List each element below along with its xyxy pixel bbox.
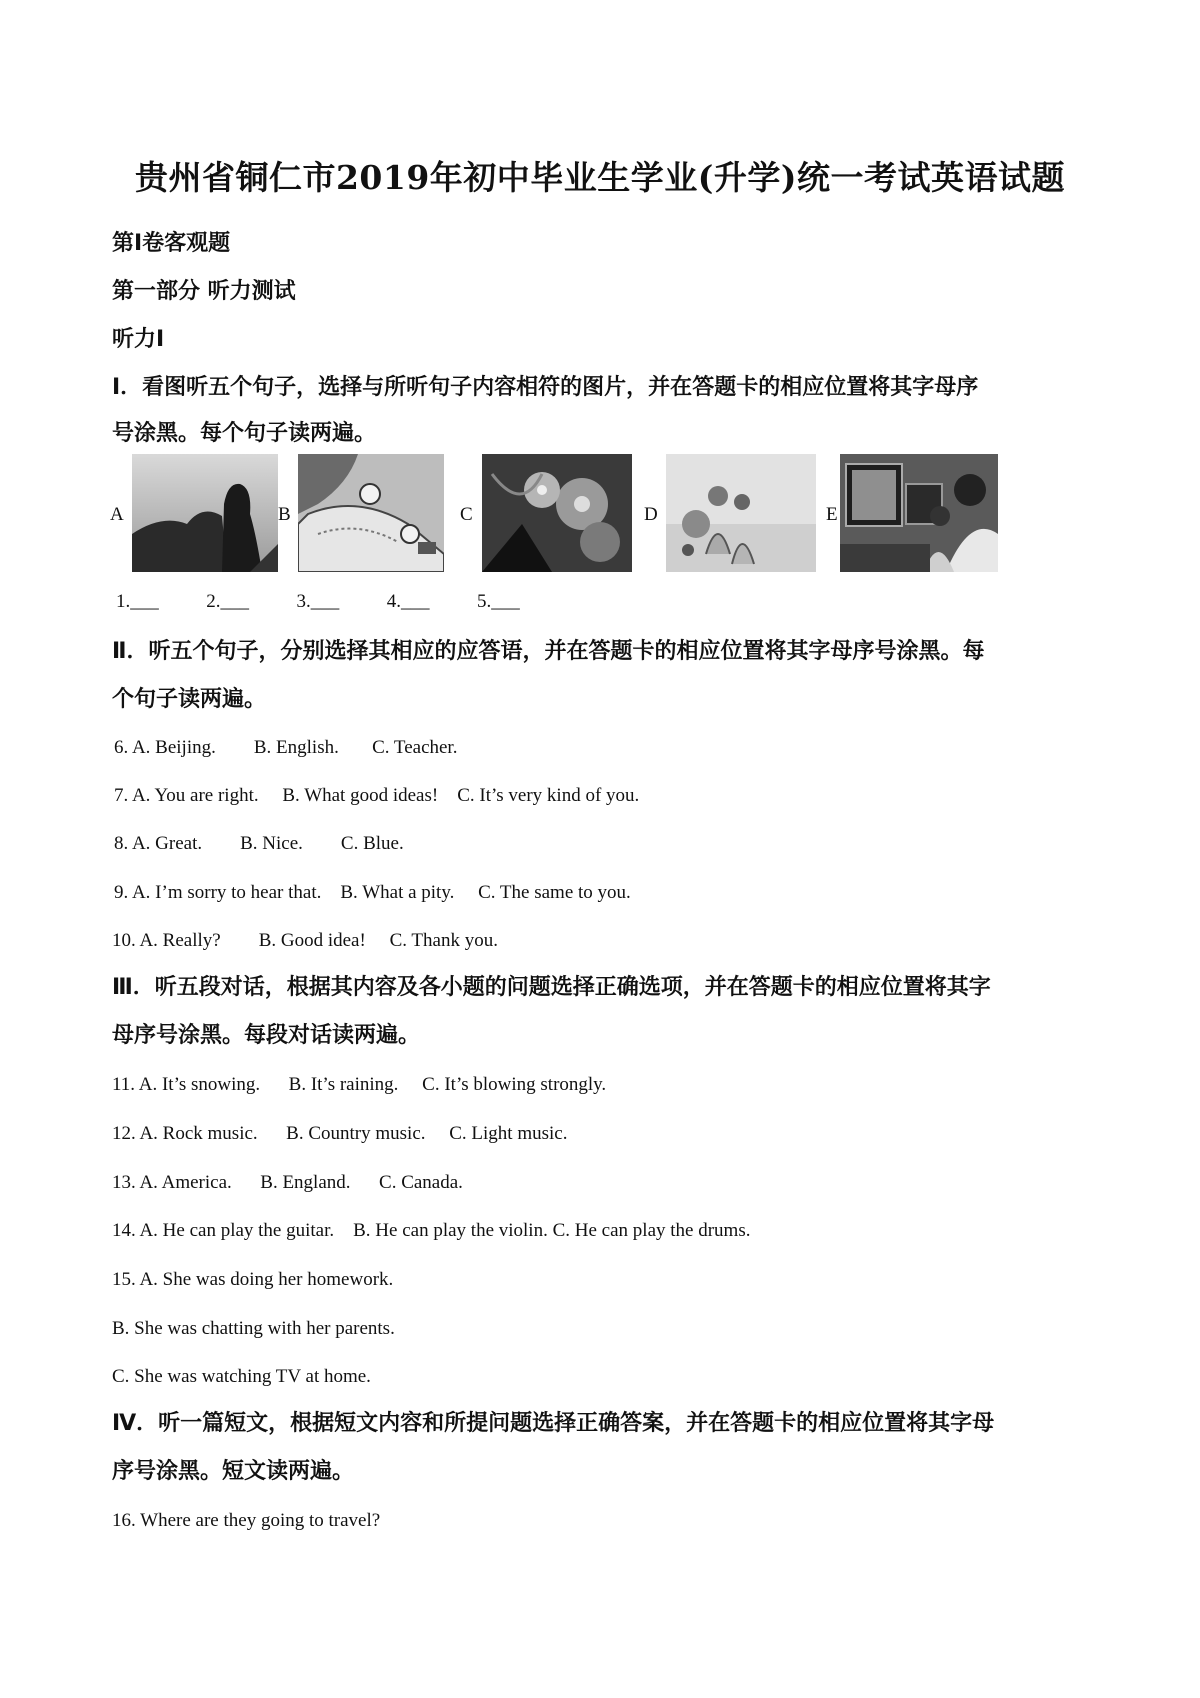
answer-blank-4[interactable]: 4.___	[386, 591, 430, 612]
section3-instruction-line2: 母序号涂黑。每段对话读两遍。	[112, 1023, 421, 1048]
question-12: 12. A. Rock music. B. Country music. C. Light music.	[112, 1123, 568, 1144]
picture-d-dancers	[666, 454, 816, 572]
picture-a-mountain	[132, 454, 278, 572]
question-15: 15. A. She was doing her homework.	[112, 1269, 394, 1290]
section2-instruction-line2: 个句子读两遍。	[112, 687, 267, 712]
picture-label-a: A	[110, 504, 124, 525]
picture-b-cartoon	[298, 454, 444, 572]
answer-blank-3[interactable]: 3.___	[296, 591, 340, 612]
question-15-option-b: B. She was chatting with her parents.	[112, 1318, 395, 1339]
volume-heading: 第Ⅰ卷客观题	[112, 231, 231, 256]
question-16: 16. Where are they going to travel?	[112, 1510, 381, 1531]
section3-instruction-line1: Ⅲ．听五段对话，根据其内容及各小题的问题选择正确选项，并在答题卡的相应位置将其字	[112, 975, 991, 1000]
picture-c-flowers	[482, 454, 632, 572]
picture-label-e: E	[826, 504, 838, 525]
answer-blank-5[interactable]: 5.___	[477, 591, 520, 612]
picture-label-b: B	[278, 504, 291, 525]
question-13: 13. A. America. B. England. C. Canada.	[112, 1172, 463, 1193]
section1-answer-blanks	[116, 591, 520, 613]
page-title: 贵州省铜仁市2019年初中毕业生学业(升学)统一考试英语试题	[134, 158, 1066, 197]
picture-label-c: C	[460, 504, 473, 525]
picture-label-d: D	[644, 504, 658, 525]
question-10: 10. A. Really? B. Good idea! C. Thank you.	[112, 930, 498, 951]
question-15-option-c: C. She was watching TV at home.	[112, 1366, 371, 1387]
listening-heading: 听力Ⅰ	[112, 327, 165, 352]
answer-blank-1[interactable]: 1.___	[116, 591, 159, 612]
picture-e-internet-cafe	[840, 454, 998, 572]
section4-instruction-line2: 序号涂黑。短文读两遍。	[112, 1459, 355, 1484]
answer-blank-2[interactable]: 2.___	[206, 591, 249, 612]
part-heading: 第一部分 听力测试	[112, 279, 296, 304]
section1-instruction-line1: Ⅰ．看图听五个句子，选择与所听句子内容相符的图片，并在答题卡的相应位置将其字母序	[112, 375, 979, 400]
question-7: 7. A. You are right. B. What good ideas! C. It’s very kind of you.	[114, 785, 640, 806]
question-9: 9. A. I’m sorry to hear that. B. What a pity. C. The same to you.	[114, 882, 631, 903]
question-6: 6. A. Beijing. B. English. C. Teacher.	[114, 737, 458, 758]
question-8: 8. A. Great. B. Nice. C. Blue.	[114, 833, 404, 854]
section4-instruction-line1: Ⅳ．听一篇短文，根据短文内容和所提问题选择正确答案，并在答题卡的相应位置将其字母	[112, 1411, 995, 1436]
question-11: 11. A. It’s snowing. B. It’s raining. C. It’s blowing strongly.	[112, 1074, 607, 1095]
question-14: 14. A. He can play the guitar. B. He can play the violin. C. He can play the drums.	[112, 1220, 751, 1241]
section2-instruction-line1: Ⅱ．听五个句子，分别选择其相应的应答语，并在答题卡的相应位置将其字母序号涂黑。每	[112, 639, 985, 664]
section1-instruction-line2: 号涂黑。每个句子读两遍。	[112, 421, 377, 446]
